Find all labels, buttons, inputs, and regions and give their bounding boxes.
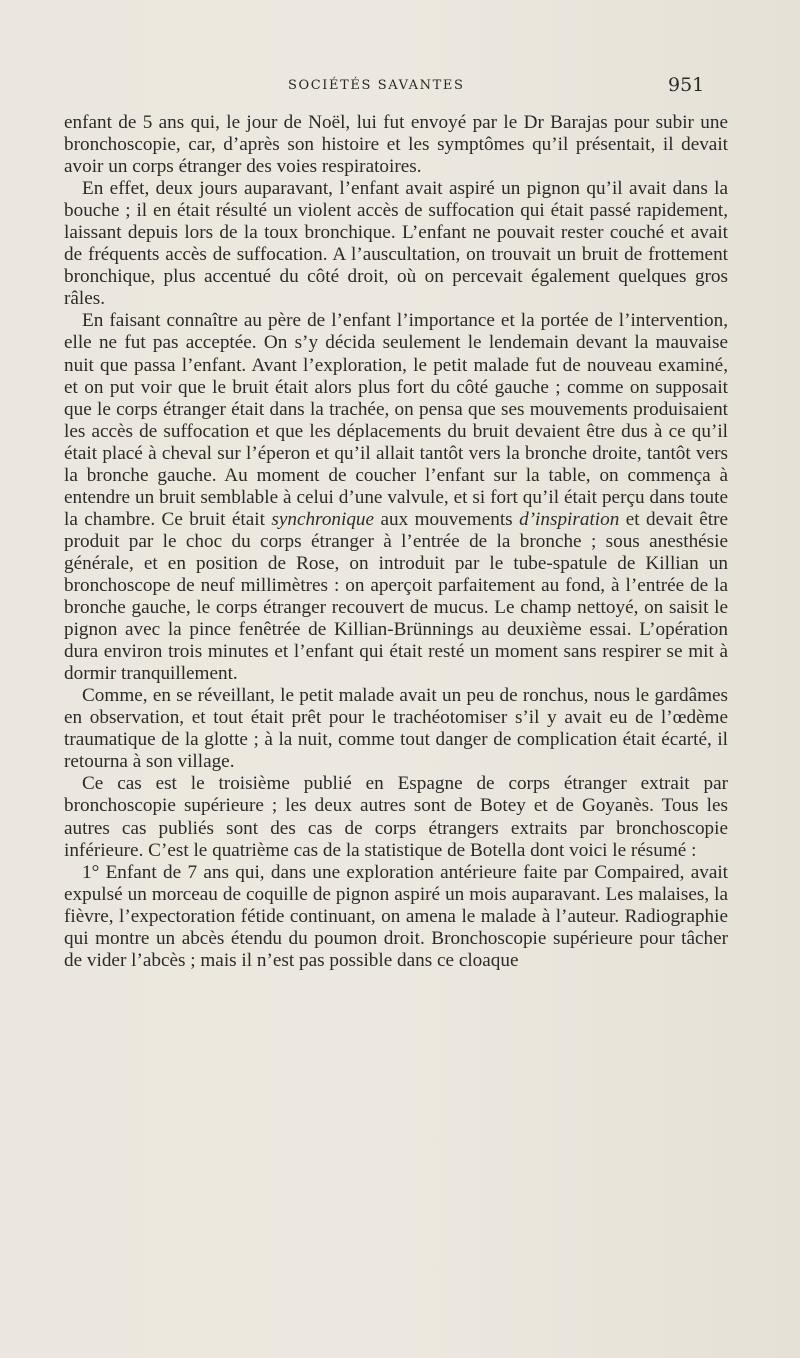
paragraph-6: 1° Enfant de 7 ans qui, dans une exploration antérieure faite par Compaired, avait expulsé un morceau de coquille de pignon aspiré un mois auparavant. Les malaises, la fièvre, l’expectoration fétide continuant, on amena le malade à l’auteur. Radiographie qui montre un abcès étendu du poumon droit. Bronchoscopie supérieure pour tâcher de vider l’abcès ; mais il n’est pas possible dans ce cloaque (64, 861, 728, 971)
paragraph-3-text-a: En faisant connaître au père de l’enfant l’importance et la portée de l’intervention, elle ne fut pas acceptée. On s’y décida seulement le lendemain devant la mauvaise nuit que passa l’enfant. Avant l’exploration, le petit malade fut de nouveau examiné, et on put voir que le bruit était alors plus fort du côté gauche ; comme on supposait que le corps étranger était dans la trachée, on pensa que ses mouvements produisaient les accès de suffocation et que les déplacements du bruit devaient être dus à ce qu’il était placé à cheval sur l’éperon et qu’il allait tantôt vers la bronche droite, tantôt vers la bronche gauche. Au moment de coucher l’enfant sur la table, on commença à entendre un bruit semblable à celui d’une valvule, et si fort qu’il était perçu dans toute la chambre. Ce bruit était (64, 310, 728, 530)
paragraph-1: enfant de 5 ans qui, le jour de Noël, lui fut envoyé par le Dr Barajas pour subir une bronchoscopie, car, d’après son histoire et les symptômes qu’il présentait, il devait avoir un corps étranger des voies respiratoires. (64, 112, 728, 178)
paragraph-3-text-c: et devait être produit par le choc du corps étranger à l’entrée de la bronche ; sous anesthésie générale, et en position de Rose, on introduit par le tube-spatule de Killian un bronchoscope de neuf millimètres : on aperçoit parfaitement au fond, à l’entrée de la bronche gauche, le corps étranger recouvert de mucus. Le champ nettoyé, on saisit le pignon avec la pince fenêtrée de Killian-Brünnings au deuxième essai. L’opération dura environ trois minutes et l’enfant qui était resté un moment sans respirer se mit à dormir tranquillement. (64, 508, 729, 685)
paragraph-3-italic-synchronique: synchronique (271, 508, 375, 530)
paragraph-5: Ce cas est le troisième publié en Espagne de corps étranger extrait par bronchoscopie supérieure ; les deux autres sont de Botey et de Goyanès. Tous les autres cas publiés sont des cas de corps étrangers extraits par bronchoscopie inférieure. C’est le quatrième cas de la statistique de Botella dont voici le résumé : (64, 773, 728, 861)
paragraph-2: En effet, deux jours auparavant, l’enfant avait aspiré un pignon qu’il avait dans la bouche ; il en était résulté un violent accès de suffocation qui était passé rapidement, laissant depuis lors de la toux bronchique. L’enfant ne pouvait rester couché et avait de fréquents accès de suffocation. A l’auscultation, on trouvait un bruit de frottement bronchique, plus accentué du côté droit, où on percevait également quelques gros râles. (64, 178, 728, 310)
running-title: SOCIÉTÉS SAVANTES (288, 78, 465, 93)
page-number: 951 (668, 74, 705, 96)
paragraph-3-text-b: aux mouvements (380, 508, 513, 530)
paragraph-4: Comme, en se réveillant, le petit malade avait un peu de ronchus, nous le gardâmes en observation, et tout était prêt pour le trachéotomiser s’il y avait eu de l’œdème traumatique de la glotte ; à la nuit, comme tout danger de complication était écarté, il retourna à son village. (64, 685, 728, 773)
paragraph-3 (64, 310, 728, 685)
body-text (64, 112, 728, 972)
paragraph-3-italic-inspiration: d’inspiration (519, 508, 620, 530)
page-header (0, 74, 800, 98)
